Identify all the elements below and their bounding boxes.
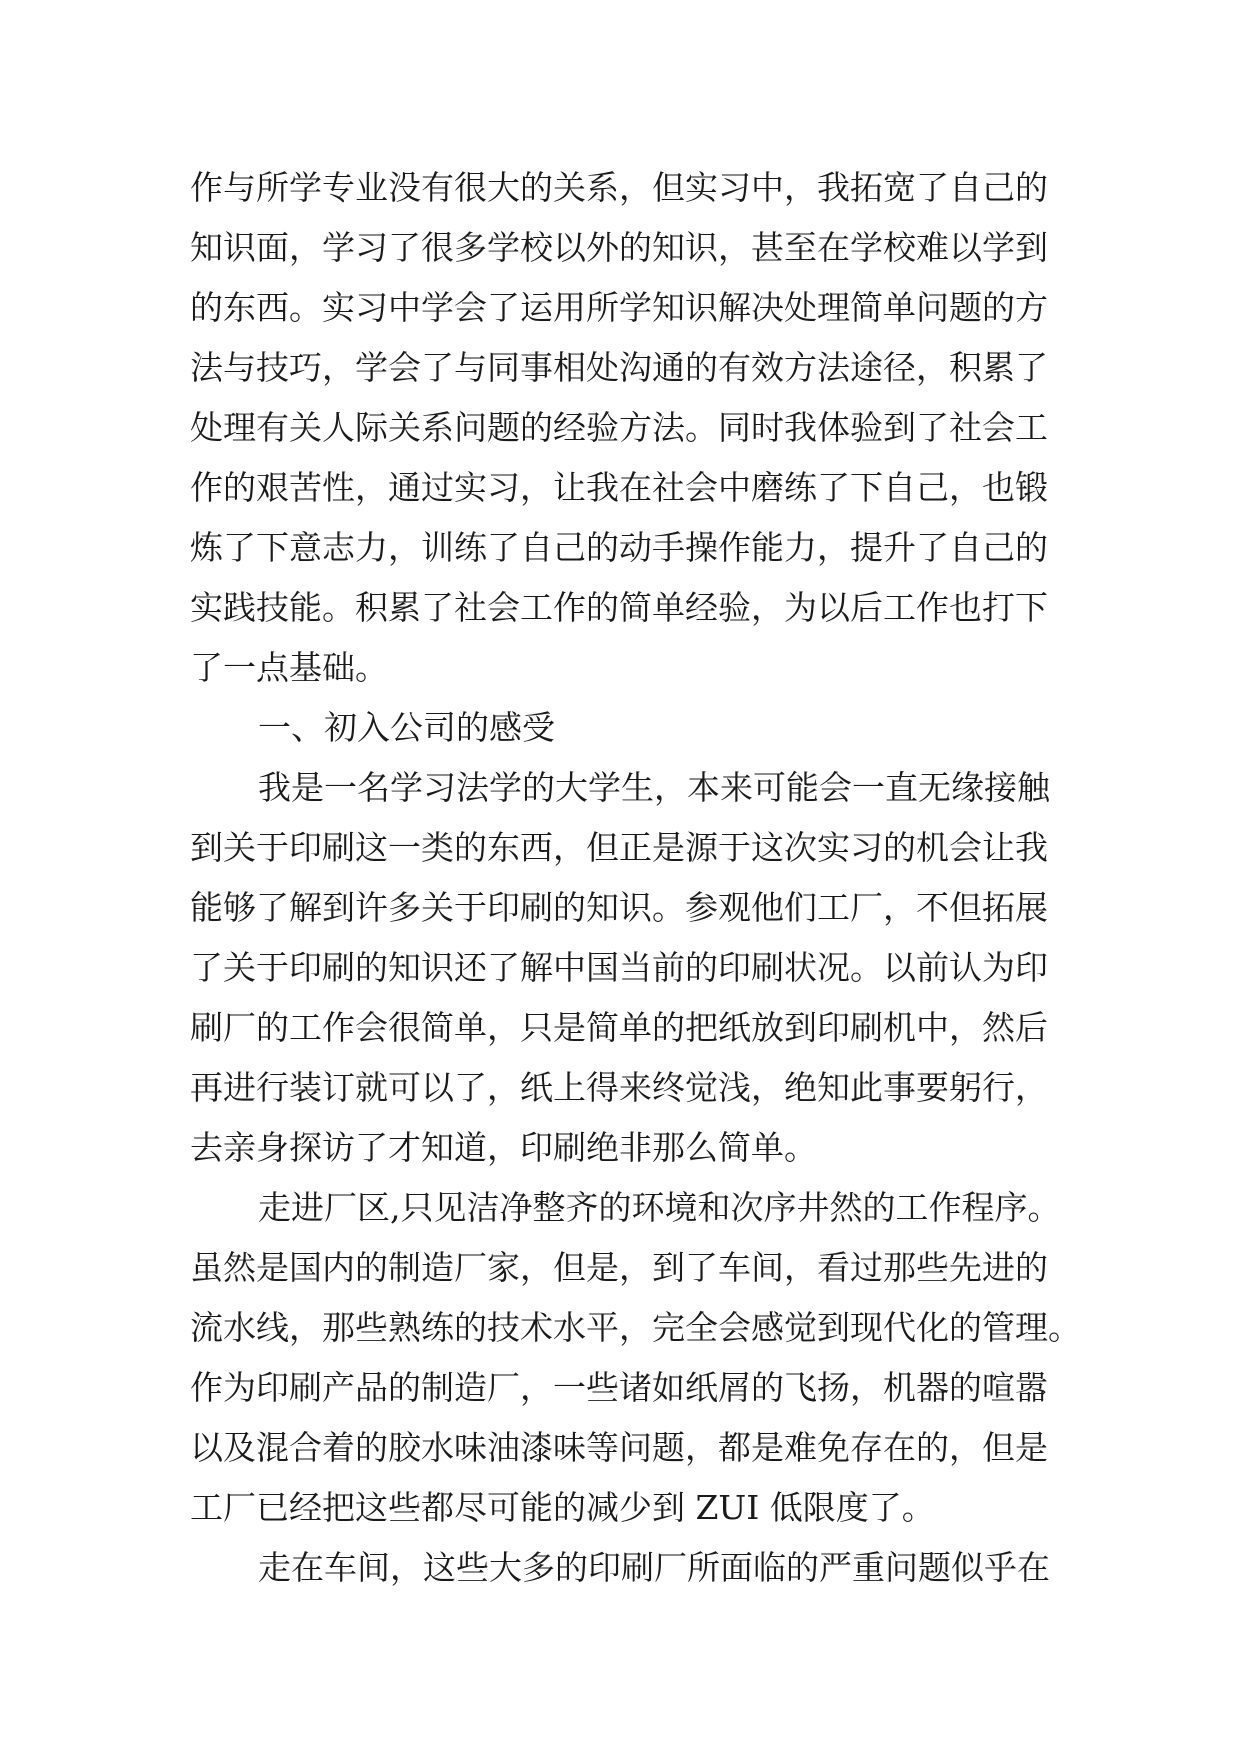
text-line: 了关于印刷的知识还了解中国当前的印刷状况。以前认为印: [190, 948, 1048, 987]
text-line: 作与所学专业没有很大的关系，但实习中，我拓宽了自己的: [190, 168, 1048, 207]
text-line: 流水线，那些熟练的技术水平，完全会感觉到现代化的管理。: [190, 1308, 1081, 1347]
section-heading: 一、初入公司的感受: [258, 708, 555, 747]
text-line: 我是一名学习法学的大学生，本来可能会一直无缘接触: [258, 768, 1050, 807]
text-line: 知识面，学习了很多学校以外的知识，甚至在学校难以学到: [190, 228, 1048, 267]
text-line: 再进行装订就可以了，纸上得来终觉浅，绝知此事要躬行，: [190, 1068, 1048, 1107]
body-text: [190, 158, 1081, 1598]
text-line: 实践技能。积累了社会工作的简单经验，为以后工作也打下: [190, 588, 1048, 627]
text-line: 到关于印刷这一类的东西，但正是源于这次实习的机会让我: [190, 828, 1048, 867]
text-line: 炼了下意志力，训练了自己的动手操作能力，提升了自己的: [190, 528, 1048, 567]
text-line: 能够了解到许多关于印刷的知识。参观他们工厂，不但拓展: [190, 888, 1048, 927]
text-line: 刷厂的工作会很简单，只是简单的把纸放到印刷机中，然后: [190, 1008, 1048, 1047]
text-line: 法与技巧，学会了与同事相处沟通的有效方法途径，积累了: [190, 348, 1048, 387]
text-line: 走进厂区,只见洁净整齐的环境和次序井然的工作程序。: [258, 1188, 1061, 1227]
text-line: 去亲身探访了才知道，印刷绝非那么简单。: [190, 1128, 817, 1167]
text-line: 了一点基础。: [190, 648, 388, 687]
text-line: 以及混合着的胶水味油漆味等问题，都是难免存在的，但是: [190, 1428, 1048, 1467]
text-line: 作的艰苦性，通过实习，让我在社会中磨练了下自己，也锻: [190, 468, 1048, 507]
text-line: 虽然是国内的制造厂家，但是，到了车间，看过那些先进的: [190, 1248, 1048, 1287]
text-line: 的东西。实习中学会了运用所学知识解决处理简单问题的方: [190, 288, 1048, 327]
text-line: 工厂已经把这些都尽可能的减少到 ZUI 低限度了。: [190, 1488, 935, 1527]
text-line: 走在车间，这些大多的印刷厂所面临的严重问题似乎在: [258, 1548, 1050, 1587]
text-line: 处理有关人际关系问题的经验方法。同时我体验到了社会工: [190, 408, 1048, 447]
text-line: 作为印刷产品的制造厂，一些诸如纸屑的飞扬，机器的喧嚣: [190, 1368, 1048, 1407]
